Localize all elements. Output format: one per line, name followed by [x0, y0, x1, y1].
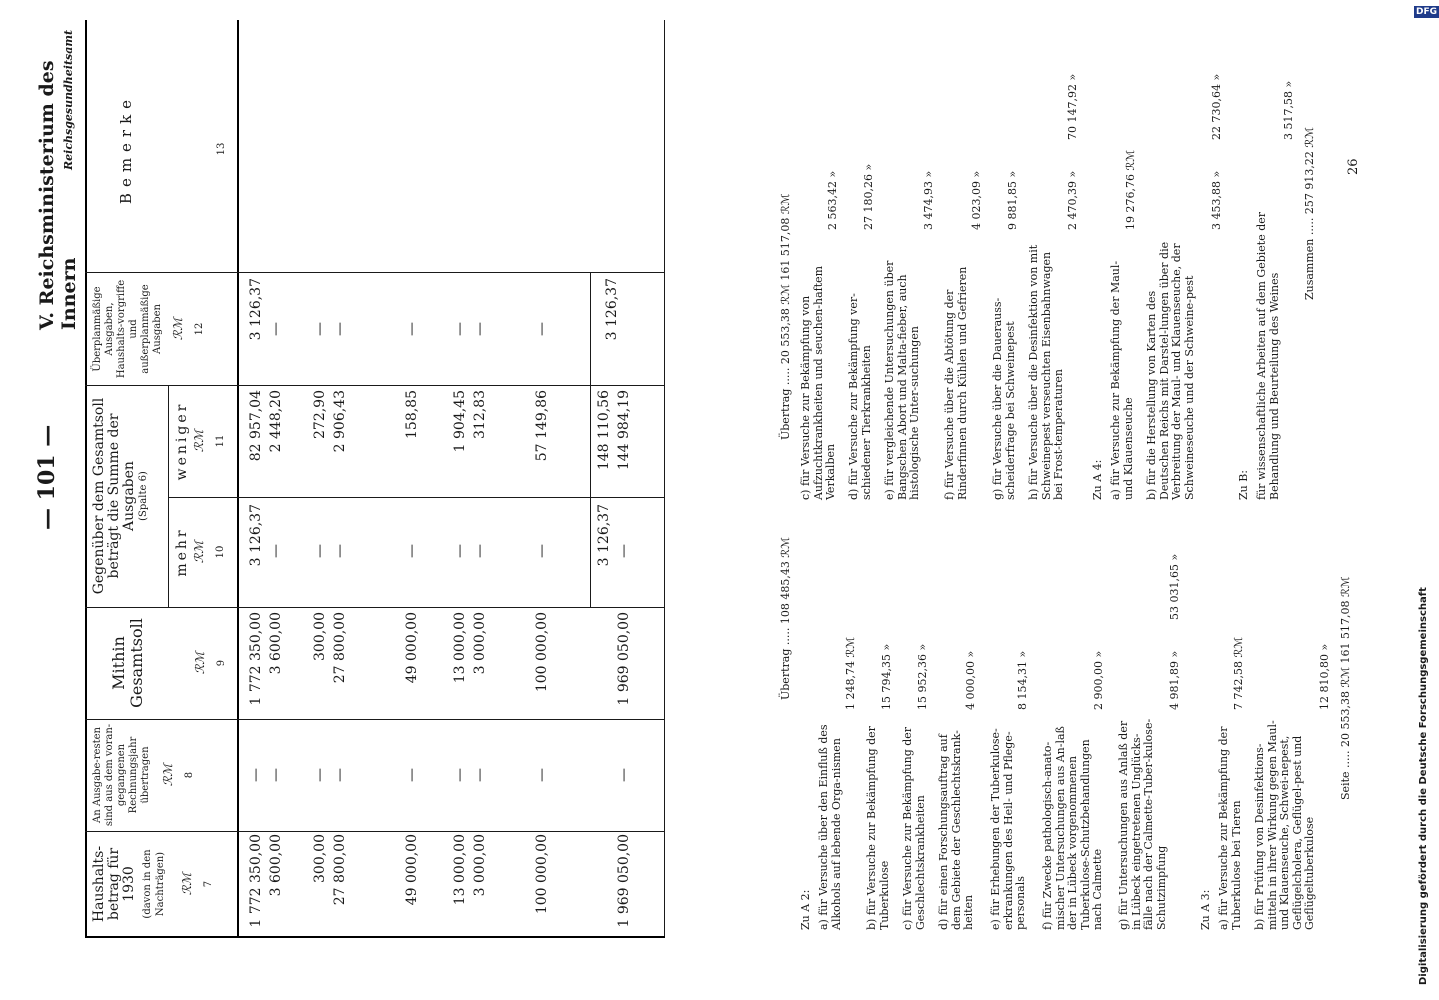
col8-unit: ℛℳ	[161, 763, 175, 787]
col9-num: 9	[216, 659, 227, 667]
note-a4-sum: 22 730,64 »	[1210, 73, 1223, 140]
row2-c8: —	[268, 768, 284, 782]
col13-header	[117, 29, 228, 269]
left-uebertrag: Übertrag ..... 108 485,43 ℛℳ	[779, 537, 792, 700]
right-uebertrag: Übertrag ..... 20 553,38 ℛℳ 161 517,08 ℛℳ	[779, 193, 792, 440]
row7-c7: 3 000,00	[472, 834, 488, 897]
col7-unit: ℛℳ	[180, 872, 194, 896]
col-sep-9-10	[85, 607, 665, 608]
row1-c12: 3 126,37	[248, 278, 264, 341]
note-a2-g: g) für Untersuchungen aus Anlaß der in Lübeck eingetretenen Unglücks-fälle nach der Calmette-Tuber-kulose-Schutzimpfung	[1117, 718, 1168, 930]
row4-c10: —	[332, 544, 348, 558]
row5-c8: —	[404, 768, 420, 782]
left-seite: Seite ..... 20 553,38 ℛℳ 161 517,08 ℛℳ	[1339, 576, 1352, 800]
col-sep-11-12	[85, 385, 665, 386]
total-c7: 1 969 050,00	[616, 834, 632, 928]
note-r-sum1: 70 147,92 »	[1066, 73, 1079, 140]
col10-unit: ℛℳ	[192, 540, 206, 564]
row4-c11: 2 906,43	[332, 390, 348, 453]
note-a2-d-amt: 4 000,00 »	[964, 650, 977, 710]
row5-c11: 158,85	[404, 390, 420, 439]
col12-header	[92, 276, 206, 382]
total-c9: 1 969 050,00	[616, 612, 632, 706]
note-r-f-amt: 4 023,09 »	[970, 170, 983, 230]
col-sep-8-9	[85, 719, 665, 720]
col11-num: 11	[215, 434, 226, 448]
note-b: für wissenschaftliche Arbeiten auf dem Gebiete der Behandlung und Beurteilung des Weines	[1255, 211, 1281, 500]
note-a2-a-amt: 1 248,74 ℛℳ	[844, 636, 857, 710]
col11-header	[176, 388, 227, 494]
row2-c11: 2 448,20	[268, 390, 284, 453]
row7-c11: 312,83	[472, 390, 488, 439]
row1-c10: 3 126,37	[248, 504, 264, 567]
footer-page-number: 26	[1346, 158, 1361, 175]
note-a2-a: a) für Versuche über den Einfluß des Alkohols auf lebende Orga-nismen	[817, 724, 843, 930]
row3-c9: 300,00	[312, 612, 328, 661]
col11-label: weniger	[174, 401, 190, 481]
row5-c10: —	[404, 544, 420, 558]
row7-c10: —	[472, 544, 488, 558]
table-top-rule	[85, 20, 87, 938]
note-a4-a: a) für Versuche zur Bekämpfung der Maul- und Klauenseuche	[1109, 260, 1135, 500]
note-r-c: c) für Versuche zur Bekämpfung von Aufzuchtkrankheiten und seuchen-haftem Verkalben	[799, 265, 837, 500]
total-c10b: —	[616, 544, 632, 558]
row6-c12: —	[452, 322, 468, 336]
row5-c12: —	[404, 322, 420, 336]
row5-c9: 49 000,00	[404, 612, 420, 684]
note-a3-b-amt: 12 810,80 »	[1318, 643, 1331, 710]
page-subtitle: Reichsgesundheitsamt	[62, 29, 75, 170]
note-a3-b: b) für Prüfung von Desinfektions-mitteln in ihrer Wirkung gegen Maul- und Klauenseuche, Schwei-nepest, Geflügelcholera, Geflügel-pest und Geflügeltuberkulose	[1253, 720, 1316, 930]
row1-c7: 1 772 350,00	[248, 834, 264, 928]
table-bottom-rule	[664, 20, 665, 938]
col7-sub: (davon in den Nachträgen)	[142, 849, 166, 919]
row1-c11: 82 957,04	[248, 390, 264, 462]
col12-label: Überplanmäßige Ausgaben, Haushalts-vorgriffe und außerplanmäßige Ausgaben	[92, 279, 163, 379]
group-sub-rule	[168, 386, 169, 608]
note-r-d-amt: 27 180,26 »	[862, 163, 875, 230]
row3-c7: 300,00	[312, 834, 328, 883]
col8-num: 8	[184, 771, 195, 779]
note-a2-e: e) für Erhebungen der Tuberkulose-erkrankungen des Heil- und Pflege-personals	[989, 728, 1027, 930]
page-number: — 101 —	[34, 424, 60, 530]
note-r-d: d) für Versuche zur Bekämpfung ver-schiedener Tierkrankheiten	[847, 293, 873, 500]
note-a2-g-amt: 4 981,89 »	[1168, 650, 1181, 710]
note-r-e-amt: 3 474,93 »	[922, 170, 935, 230]
note-r-g: g) für Versuche über die Dauerauss-scheiderfrage bei Schweinepest	[991, 297, 1017, 500]
note-a4-b-amt: 3 453,88 »	[1210, 170, 1223, 230]
row8-c7: 100 000,00	[534, 834, 550, 915]
note-a2-c-amt: 15 952,36 »	[916, 643, 929, 710]
note-r-h: h) für Versuche über die Desinfektion von mit Schweinepest verseuchten Eisenbahnwagen bei Frost-temperaturen	[1027, 244, 1065, 500]
note-a2-f: f) für Zwecke pathologisch-anato-mischer Untersuchungen aus An-laß der in Lübeck vorgenommenen Tuberkulose-Schutzbehandlungen nach Calmette	[1041, 726, 1104, 930]
heading-a2: Zu A 2:	[799, 889, 812, 930]
row3-c10: —	[312, 544, 328, 558]
row2-c7: 3 600,00	[268, 834, 284, 897]
col11-unit: ℛℳ	[192, 429, 206, 453]
row4-c12: —	[332, 322, 348, 336]
group-sub: (Spalte 6)	[138, 471, 149, 521]
col10-label: mehr	[174, 527, 190, 577]
right-total: Zusammen ..... 257 913,22 ℛℳ	[1303, 127, 1316, 300]
page-title: V. Reichsministerium des Innern	[36, 60, 80, 330]
total-c8: —	[616, 768, 632, 782]
col13-num: 13	[216, 142, 227, 156]
col13-label: Bemerke	[117, 93, 135, 205]
note-a2-d: d) für einen Forschungsauftrag auf dem Gebiete der Geschlechtskrank-heiten	[937, 730, 975, 930]
total-c12: 3 126,37	[604, 278, 620, 341]
row8-c10: —	[534, 544, 550, 558]
note-b-amt: 3 517,58 »	[1282, 80, 1295, 140]
row8-c8: —	[534, 768, 550, 782]
row6-c7: 13 000,00	[452, 834, 468, 906]
row4-c9: 27 800,00	[332, 612, 348, 684]
heading-b: Zu B:	[1237, 469, 1250, 500]
row2-c9: 3 600,00	[268, 612, 284, 675]
row2-c10: —	[268, 544, 284, 558]
col-sep-12-13	[85, 272, 665, 273]
col9-unit: ℛℳ	[193, 651, 207, 675]
row6-c11: 1 904,45	[452, 390, 468, 453]
col10-header	[176, 500, 227, 604]
row7-c8: —	[472, 768, 488, 782]
row7-c12: —	[472, 322, 488, 336]
note-a2-b-amt: 15 794,35 »	[880, 643, 893, 710]
col9-header	[110, 610, 228, 716]
group-header	[92, 388, 150, 604]
row3-c8: —	[312, 768, 328, 782]
row8-c11: 57 149,86	[534, 390, 550, 462]
total-c11: 148 110,56	[596, 390, 612, 471]
note-a2-c: c) für Versuche zur Bekämpfung der Geschlechtskrankheiten	[901, 726, 927, 930]
side-note: Digitalisierung gefördert durch die Deutsche Forschungsgemeinschaft	[1418, 587, 1429, 985]
row1-c8: —	[248, 768, 264, 782]
note-a2-f-amt: 2 900,00 »	[1092, 650, 1105, 710]
note-r-e: e) für vergleichende Untersuchungen über Bangschen Abort und Malta-fieber, auch histologische Unter-suchungen	[883, 260, 921, 500]
col9-label: Mithin Gesamtsoll	[109, 618, 146, 708]
row3-c11: 272,90	[312, 390, 328, 439]
total-c11b: 144 984,19	[616, 390, 632, 471]
col12-num: 12	[194, 322, 205, 336]
dfg-logo: DFG	[1416, 7, 1438, 17]
col7-header	[92, 834, 215, 934]
group-label: Gegenüber dem Gesamtsoll beträgt die Summe der Ausgaben	[91, 397, 137, 595]
note-a3-a-amt: 7 742,58 ℛℳ	[1232, 636, 1245, 710]
heading-a3: Zu A 3:	[1199, 889, 1212, 930]
col10-num: 10	[215, 545, 226, 559]
col-border-left	[85, 936, 665, 938]
row4-c7: 27 800,00	[332, 834, 348, 906]
row3-c12: —	[312, 322, 328, 336]
row7-c9: 3 000,00	[472, 612, 488, 675]
note-a4-b: b) für die Herstellung von Karten des Deutschen Reichs mit Darstel-lungen über die Verbreitung der Maul- und Klauenseuche, der Schweineseuche und der Schweine-pest	[1145, 241, 1196, 500]
row1-c9: 1 772 350,00	[248, 612, 264, 706]
row4-c8: —	[332, 768, 348, 782]
note-a2-e-amt: 8 154,31 »	[1016, 650, 1029, 710]
note-a2-b: b) für Versuche zur Bekämpfung der Tuberkulose	[865, 726, 891, 930]
row6-c9: 13 000,00	[452, 612, 468, 684]
row5-c7: 49 000,00	[404, 834, 420, 906]
row8-c12: —	[534, 322, 550, 336]
col8-label: An Ausgabe-resten sind aus dem voran-gegangenen Rechnungsjahr übertragen	[92, 723, 151, 827]
row2-c12: —	[268, 322, 284, 336]
row8-c9: 100 000,00	[534, 612, 550, 693]
note-a4-a-amt: 19 276,76 ℛℳ	[1124, 149, 1137, 230]
table-header-rule	[237, 20, 239, 938]
note-r-g-amt: 9 881,85 »	[1006, 170, 1019, 230]
col7-num: 7	[203, 880, 214, 888]
totals-rule	[590, 273, 591, 608]
note-r-h-amt: 2 470,39 »	[1066, 170, 1079, 230]
heading-a4: Zu A 4:	[1091, 459, 1104, 500]
note-r-c-amt: 2 563,42 »	[826, 170, 839, 230]
row6-c8: —	[452, 768, 468, 782]
col8-header	[92, 722, 196, 828]
total-c10: 3 126,37	[596, 504, 612, 567]
note-a2-sum: 53 031,65 »	[1168, 553, 1181, 620]
col-sep-7-8	[85, 831, 665, 832]
row6-c10: —	[452, 544, 468, 558]
col7-label: Haushalts-betrag für 1930	[91, 845, 137, 923]
col12-unit: ℛℳ	[171, 317, 185, 341]
note-a3-a: a) für Versuche zur Bekämpfung der Tuberkulose bei Tieren	[1217, 726, 1243, 930]
note-r-f: f) für Versuche über die Abtötung der Rinderfinnen durch Kühlen und Gefrieren	[943, 266, 969, 500]
